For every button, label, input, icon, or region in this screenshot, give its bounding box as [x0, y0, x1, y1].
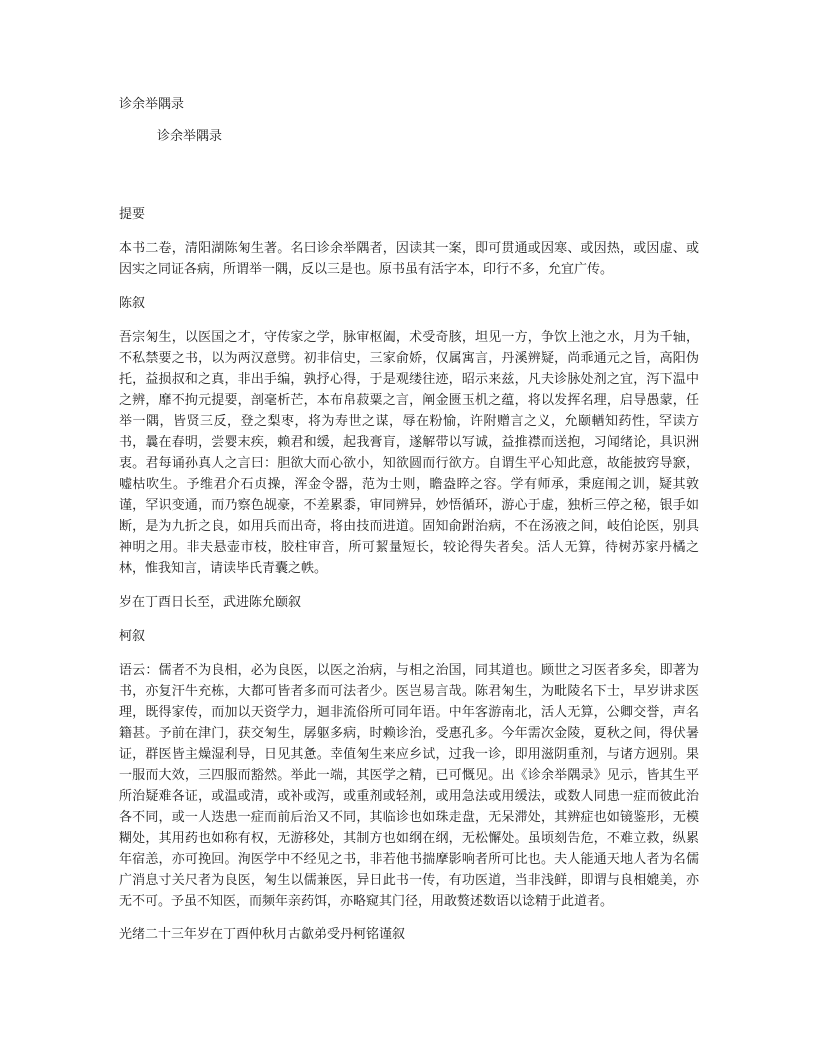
- signature-chen-xu: 岁在丁酉日长至，武进陈允颐叙: [119, 595, 302, 610]
- section-heading-ke-xu: 柯叙: [119, 629, 146, 644]
- document-page: [119, 94, 699, 958]
- section-body-tiyao: 本书二卷，清阳湖陈匊生著。名曰诊余举隅者，因读其一案，即可贯通或因寒、或因热，或因虚、或因实之同证各病，所谓举一隅，反以三是也。原书虽有活字本，印行不多，允宜广传。: [119, 241, 699, 277]
- signature-ke-xu: 光绪二十三年岁在丁酉仲秋月古歙弟受丹柯铭谨叙: [119, 927, 406, 942]
- document-subtitle: 诊余举隅录: [157, 129, 223, 144]
- section-heading-chen-xu: 陈叙: [119, 296, 146, 311]
- document-title: 诊余举隅录: [119, 97, 185, 112]
- section-body-chen-xu: 吾宗匊生，以医国之才，守传家之学，脉审枢阖，术受奇胲，坦见一方，争饮上池之水，月为千轴，不私禁要之书，以为两汉意劈。初非信史，三家俞娇，仅属寓言，丹溪辨疑，尚乖通元之旨，高阳伪托，益损叔和之真，非出手编，孰抒心得，于是观缕往迹，昭示来兹，凡夫诊脉处剂之宜，泻下温中之辨，靡不拘元提要，剖毫析芒，本布帛菽粟之言，阐金匮玉机之蕴，将以发挥名理，启导愚蒙，任举一隅，皆贤三反，登之梨枣，将为寿世之谋，辱在粉愉，许附赠言之义，允颐輶知药性，罕读方书，曩在春明，尝婴末疾，赖君和缓，起我膏肓，遂解带以写诚，益推襟而送抱，习闻绪论，具识洲衷。君每诵孙真人之言曰：胆欲大而心欲小，知欲圆而行欲方。自谓生平心知此意，故能披窍导窾，嘘枯吹生。予维君介石贞操，浑金令器，范为士则，瞻盎睟之容。学有师承，秉庭闱之训，疑其敦谨，罕识变通，而乃察色觇豪，不差累黍，审同辨异，妙悟循环，游心于虚，独析三停之秘，银手如断，是为九折之良，如用兵而出奇，将由技而进道。固知俞跗治病，不在汤液之间，岐伯论医，别具神明之用。非夫悬壶市枝，胶柱审音，所可絜量短长，较论得失者矣。活人无算，待树苏家丹橘之林，惟我知言，请读毕氏青囊之帙。: [119, 330, 699, 576]
- section-heading-tiyao: 提要: [119, 207, 146, 222]
- section-body-ke-xu: 语云：儒者不为良相，必为良医，以医之治病，与相之治国，同其道也。顾世之习医者多矣，即著为书，亦复汗牛充栋，大都可皆者多而可法者少。医岂易言哉。陈君匊生，为毗陵名下士，早岁讲求医理，既得家传，而加以天资学力，迴非流俗所可同年语。中年客游南北，活人无算，公卿交誉，声名籍甚。予前在津门，获交匊生，孱躯多病，时赖诊治，受惠孔多。今年需次金陵，夏秋之间，得伏暑证，群医皆主燥湿利导，日见其惫。幸值匊生来应乡试，过我一诊，即用滋阴重剂，与诸方迥别。果一服而大效，三四服而豁然。举此一端，其医学之精，已可慨见。出《诊余举隅录》见示，皆其生平所治疑难各证，或温或清，或补或泻，或重剂或轻剂，或用急法或用缓法，或数人同患一症而彼此治各不同，或一人迭患一症而前后治又不同，其临诊也如珠走盘，无呆滞处，其辨症也如镜鉴形，无模糊处，其用药也如称有权，无游移处，其制方也如纲在纲，无松懈处。虽顷刻告危，不难立救，纵累年宿恙，亦可挽回。洵医学中不经见之书，非若他书揣摩影响者所可比也。夫人能通天地人者为名儒广消息寸关尺者为良医，匊生以儒兼医，异日此书一传，有功医道，当非浅鲜，即谓与良相媲美，亦无不可。予虽不知医，而频年亲药饵，亦略窥其门径，用敢赘述数语以谂精于此道者。: [119, 663, 699, 909]
